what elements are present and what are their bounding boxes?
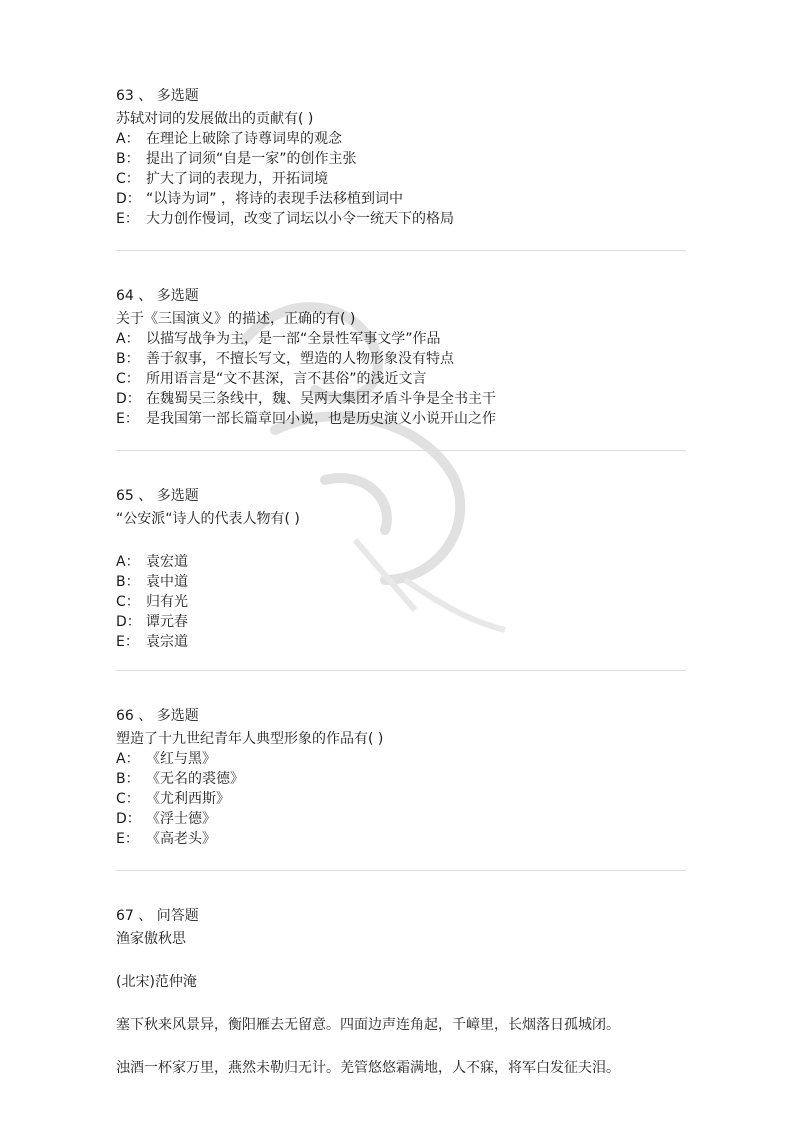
question-65 [116, 486, 686, 652]
option-b [116, 149, 686, 169]
question-header: 66 、 多选题 [116, 708, 199, 724]
option-d [116, 612, 686, 632]
option-text: 提出了词须“自是一家”的创作主张 [146, 151, 357, 167]
option-text: 《红与黑》 [146, 751, 216, 767]
option-text: 以描写战争为主，是一部“全景性军事文学”作品 [146, 331, 441, 347]
divider [116, 250, 686, 251]
poem-title: 渔家傲秋思 [116, 931, 186, 947]
question-header: 65 、 多选题 [116, 488, 199, 504]
option-a [116, 749, 686, 769]
option-label: C： [116, 791, 140, 807]
option-text: 在理论上破除了诗尊词卑的观念 [146, 131, 342, 147]
option-label: C： [116, 594, 140, 610]
question-stem: 苏轼对词的发展做出的贡献有( ) [116, 111, 314, 127]
option-text: 袁中道 [146, 574, 188, 590]
option-label: A： [116, 331, 140, 347]
option-label: D： [116, 811, 141, 827]
option-e [116, 209, 686, 229]
option-label: A： [116, 131, 140, 147]
option-text: 袁宗道 [146, 634, 188, 650]
divider [116, 670, 686, 671]
option-text: 善于叙事，不擅长写文，塑造的人物形象没有特点 [146, 351, 454, 367]
option-label: C： [116, 371, 140, 387]
option-label: C： [116, 171, 140, 187]
question-63 [116, 86, 686, 229]
option-label: A： [116, 751, 140, 767]
option-label: B： [116, 574, 140, 590]
option-label: E： [116, 411, 139, 427]
spacer [116, 949, 686, 972]
option-label: B： [116, 771, 140, 787]
option-text: 《高老头》 [146, 831, 216, 847]
option-c [116, 369, 686, 389]
option-d [116, 389, 686, 409]
option-label: E： [116, 831, 139, 847]
poem-line-1: 塞下秋来风景异，衡阳雁去无留意。四面边声连角起，千嶂里，长烟落日孤城闭。 [116, 1017, 620, 1033]
option-text: 袁宏道 [146, 554, 188, 570]
option-text: 《浮士德》 [146, 811, 216, 827]
poem-line-2: 浊酒一杯家万里，燕然未勒归无计。羌管悠悠霜满地，人不寐，将军白发征夫泪。 [116, 1060, 620, 1076]
spacer [116, 529, 686, 552]
option-text: 是我国第一部长篇章回小说，也是历史演义小说开山之作 [146, 411, 496, 427]
question-header: 63 、 多选题 [116, 88, 199, 104]
option-text: 《尤利西斯》 [146, 791, 230, 807]
option-c [116, 169, 686, 189]
option-d [116, 189, 686, 209]
option-text: 所用语言是“文不甚深，言不甚俗”的浅近文言 [146, 371, 427, 387]
option-label: B： [116, 351, 140, 367]
option-e [116, 829, 686, 849]
option-c [116, 592, 686, 612]
option-label: D： [116, 191, 141, 207]
question-66 [116, 706, 686, 849]
question-stem: “公安派“诗人的代表人物有( ) [116, 511, 300, 527]
option-text: “以诗为词” ，将诗的表现手法移植到词中 [146, 191, 403, 207]
question-67 [116, 906, 686, 1078]
option-a [116, 552, 686, 572]
option-label: D： [116, 391, 141, 407]
poem-author: (北宋)范仲淹 [116, 974, 197, 990]
question-stem: 塑造了十九世纪青年人典型形象的作品有( ) [116, 731, 384, 747]
question-header: 67 、 问答题 [116, 908, 199, 924]
question-64 [116, 286, 686, 429]
option-label: A： [116, 554, 140, 570]
option-a [116, 129, 686, 149]
divider [116, 870, 686, 871]
option-text: 扩大了词的表现力，开拓词境 [146, 171, 328, 187]
option-b [116, 349, 686, 369]
option-label: D： [116, 614, 141, 630]
spacer [116, 992, 686, 1015]
question-header: 64 、 多选题 [116, 288, 199, 304]
option-a [116, 329, 686, 349]
option-b [116, 769, 686, 789]
option-label: E： [116, 634, 139, 650]
option-text: 《无名的裘德》 [146, 771, 244, 787]
option-e [116, 409, 686, 429]
spacer [116, 1035, 686, 1058]
option-e [116, 632, 686, 652]
option-text: 大力创作慢词，改变了词坛以小令一统天下的格局 [146, 211, 454, 227]
option-d [116, 809, 686, 829]
option-text: 谭元春 [146, 614, 188, 630]
option-c [116, 789, 686, 809]
question-stem: 关于《三国演义》的描述，正确的有( ) [116, 311, 356, 327]
option-text: 在魏蜀吴三条线中，魏、吴两大集团矛盾斗争是全书主干 [146, 391, 496, 407]
option-text: 归有光 [146, 594, 188, 610]
option-label: E： [116, 211, 139, 227]
option-b [116, 572, 686, 592]
divider [116, 450, 686, 451]
option-label: B： [116, 151, 140, 167]
